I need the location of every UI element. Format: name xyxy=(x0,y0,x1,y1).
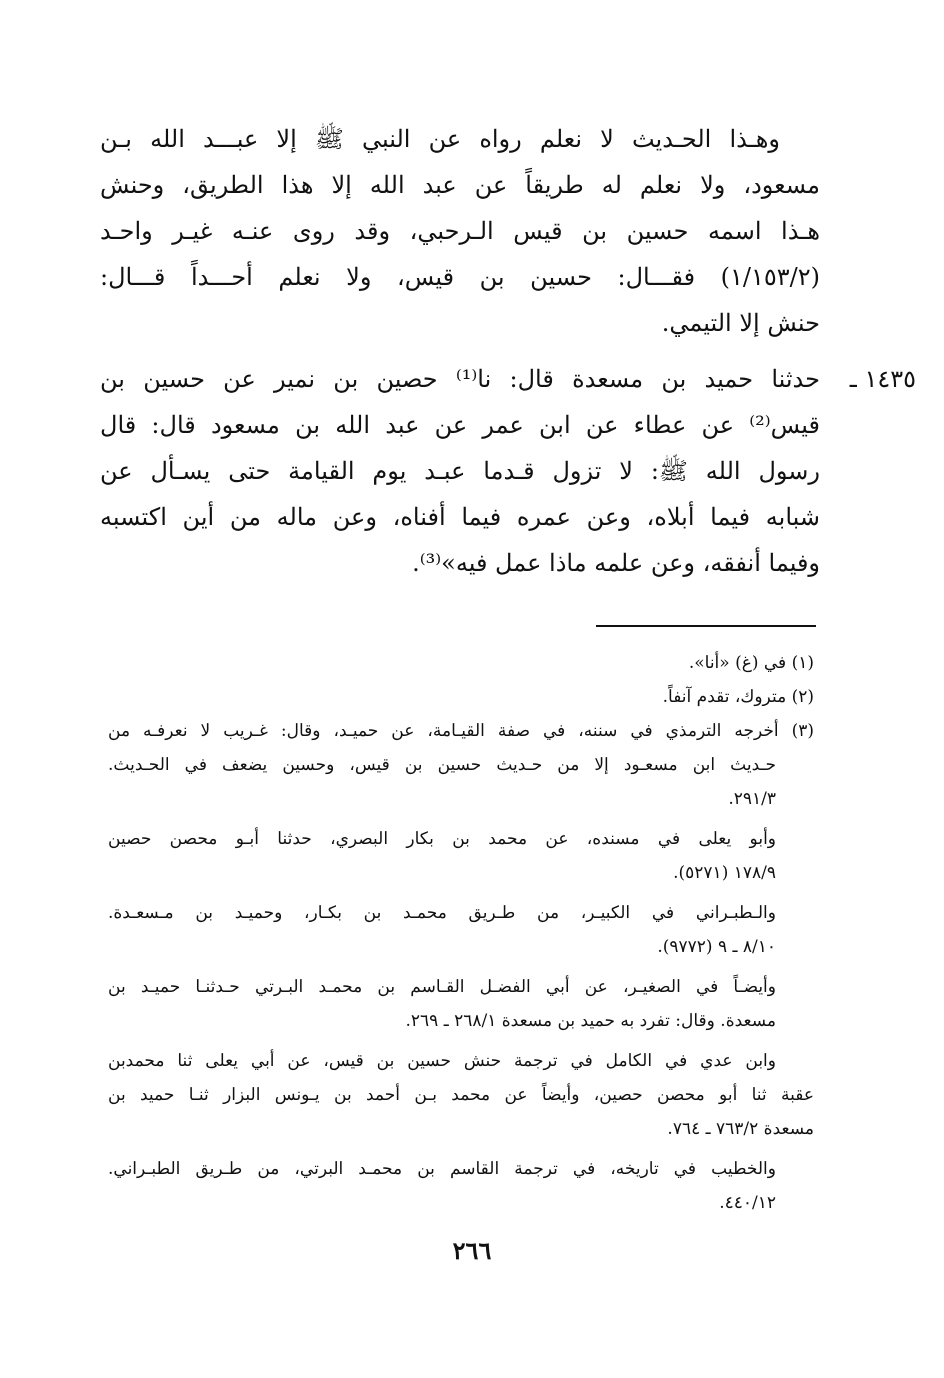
footnote-line: وأبو يعلى في مسنده، عن محمد بن بكار البصري، حدثنا أبـو محصن حصين xyxy=(108,829,776,849)
text-line: حدثنا حميد بن مسعدة قال: نا⁽¹⁾ حصين بن نمير عن حسين بن xyxy=(100,365,820,393)
footnote-line: مسعدة ٧٦٣/٢ ـ ٧٦٤. xyxy=(667,1119,814,1139)
main-text xyxy=(100,116,916,586)
footnote-line: والـطبـراني في الكبيـر، من طـريق محمـد بن بكـار، وحميـد بن مـسعـدة. xyxy=(108,903,776,923)
footnote-line: ٨/١٠ ـ ٩ (٩٧٧٢). xyxy=(657,937,776,957)
footnote-separator xyxy=(596,625,816,627)
paragraph-commentary xyxy=(100,116,820,346)
footnote-line: عقبة ثنا أبو محصن حصين، وأيضاً عن محمد بـن أحمد بن يـونس البزار ثنـا حميد بن xyxy=(108,1085,814,1105)
text-line: حنش إلا التيمي. xyxy=(661,309,820,337)
footnote-3-ibn-adi xyxy=(108,1044,814,1146)
text-line: هـذا اسمه حسين بن قيس الـرحبي، وقد روى عنـه غيـر واحـد xyxy=(100,217,820,245)
text-line: وفيما أنفقه، وعن علمه ماذا عمل فيه»⁽³⁾. xyxy=(412,549,820,577)
footnote-line: (٢) متروك، تقدم آنفاً. xyxy=(662,687,814,707)
footnote-3 xyxy=(108,714,814,816)
text-line: شبابه فيما أبلاه، وعن عمره فيما أفناه، وعن ماله من أين اكتسبه xyxy=(100,503,820,531)
footnote-1 xyxy=(108,646,814,680)
footnote-3-tabarani xyxy=(108,896,814,964)
text-line: (١/١٥٣/٢) فقـــال: حسين بن قيس، ولا نعلم أحـــداً قـــال: xyxy=(100,263,820,291)
hadith-1435 xyxy=(100,356,916,586)
footnote-line: وأيضـاً في الصغيـر، عن أبي الفضـل القـاسم بن محمـد البـرتي حـدثنـا حميـد بن xyxy=(108,977,776,997)
footnote-line: ٤٤٠/١٢. xyxy=(719,1193,776,1213)
page-number: ٢٦٦ xyxy=(452,1236,492,1265)
footnote-line: (١) في (غ) «أنا». xyxy=(688,653,814,673)
footnotes xyxy=(108,646,814,1220)
footnote-3-abu-yala xyxy=(108,822,814,890)
footnote-line: ٢٩١/٣. xyxy=(728,789,776,809)
footnote-3-khatib xyxy=(108,1152,814,1220)
footnote-line: وابن عدي في الكامل في ترجمة حنش حسين بن قيس، عن أبي يعلى ثنا محمدبن xyxy=(108,1051,776,1071)
hadith-number: ١٤٣٥ ـ xyxy=(849,365,916,393)
text-line: وهـذا الحـديث لا نعلم رواه عن النبي ﷺ إلا عبـــد الله بـن xyxy=(100,125,780,153)
text-line: مسعود، ولا نعلم له طريقاً عن عبد الله إلا هذا الطريق، وحنش xyxy=(100,171,820,199)
footnote-line: ١٧٨/٩ (٥٢٧١). xyxy=(673,863,776,883)
footnote-line: والخطيب في تاريخه، في ترجمة القاسم بن محمـد البرتي، من طـريق الطبـراني. xyxy=(108,1159,776,1179)
footnote-3-saghir xyxy=(108,970,814,1038)
footnote-2 xyxy=(108,680,814,714)
footnote-line: مسعدة. وقال: تفرد به حميد بن مسعدة ٢٦٨/١ ـ ٢٦٩. xyxy=(405,1011,776,1031)
text-line: قيس⁽²⁾ عن عطاء عن ابن عمر عن عبد الله بن مسعود قال: قال xyxy=(100,411,820,439)
text-line: رسول الله ﷺ: لا تزول قـدما عبـد يوم القيامة حتى يسـأل عن xyxy=(100,457,820,485)
footnote-line: (٣) أخرجه الترمذي في سننه، في صفة القيـامة، عن حميـد، وقال: غـريب لا نعرفـه من xyxy=(108,721,814,741)
footnote-line: حـديث ابن مسعـود إلا من حـديث حسين بن قيس، وحسين يضعف في الحـديث. xyxy=(108,755,776,775)
